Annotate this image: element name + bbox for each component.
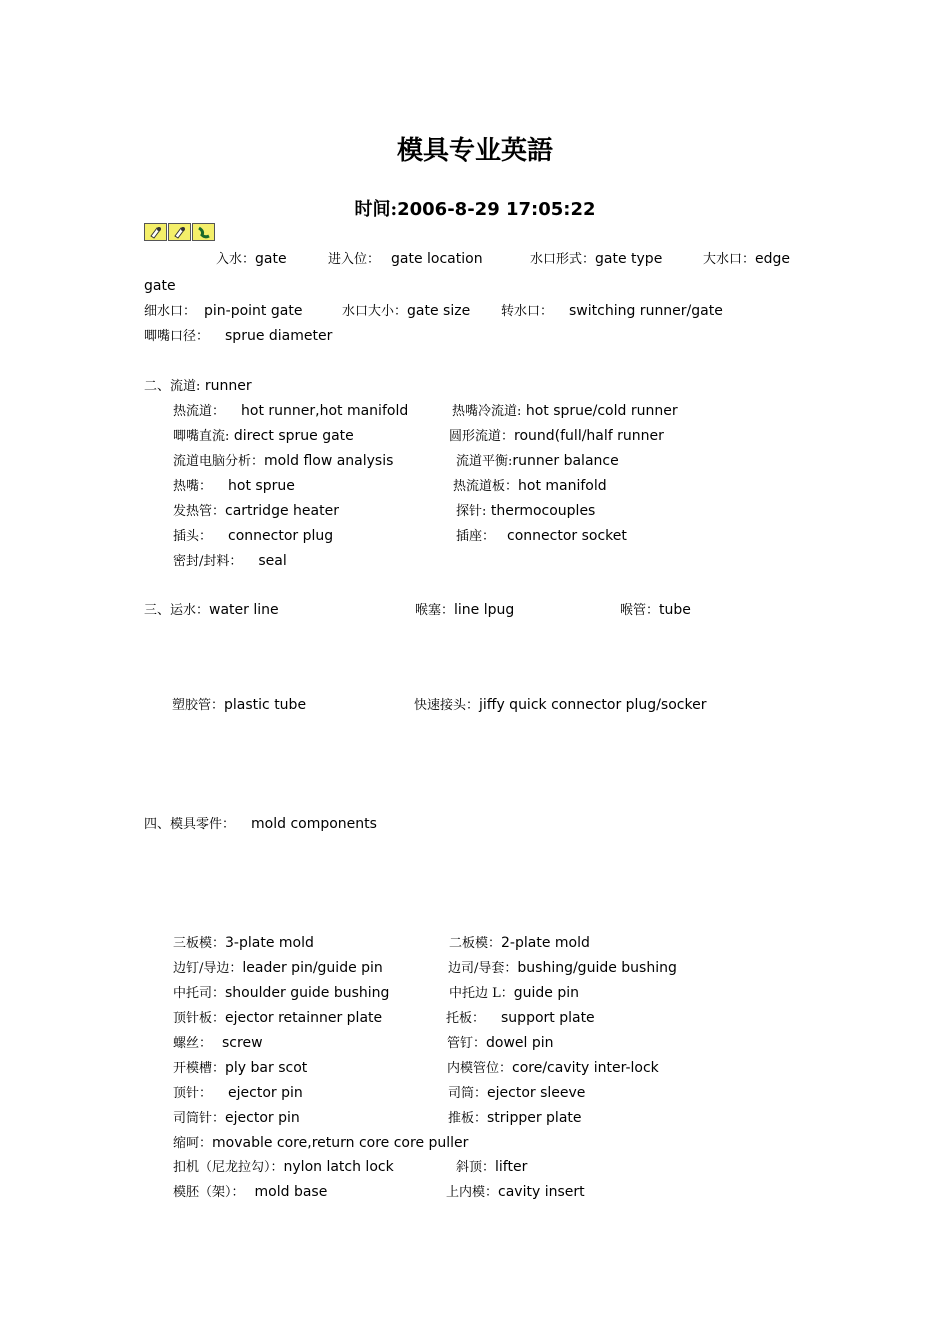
heading-en: runner — [200, 378, 252, 394]
s4-right-4 — [447, 1036, 554, 1050]
term-en: gate type — [595, 251, 663, 267]
s1-item-sprue-diameter — [144, 329, 332, 343]
s4-left-6 — [173, 1086, 303, 1100]
heading-cn: 三、运水： — [144, 603, 210, 618]
s2-right-5 — [456, 529, 627, 543]
term-cn: 三板模： — [173, 936, 226, 951]
s4-heading — [144, 817, 377, 831]
s1-item-gate-location — [328, 252, 483, 266]
rewind-icon[interactable] — [144, 223, 167, 241]
term-cn: 螺丝： — [173, 1036, 213, 1051]
s1-item-gate-type — [530, 252, 662, 266]
term-en: lifter — [495, 1159, 528, 1175]
term-en: tube — [659, 602, 691, 618]
term-en: movable core,return core core puller — [212, 1135, 469, 1151]
s3-item-line-plug — [415, 603, 514, 617]
term-en: leader pin/guide pin — [242, 960, 383, 976]
term-cn: 热流道： — [173, 404, 226, 419]
term-en: hot sprue/cold runner — [521, 403, 678, 419]
s1-item-switching — [501, 304, 723, 318]
term-cn: 中托边 L： — [449, 986, 514, 1001]
term-en: runner balance — [512, 453, 619, 469]
term-en: connector plug — [228, 528, 334, 544]
s2-left-6 — [173, 554, 287, 568]
term-cn: 司筒： — [448, 1086, 488, 1101]
term-cn: 流道平衡: — [456, 454, 513, 469]
s2-right-4 — [456, 504, 595, 518]
term-cn: 水口形式： — [530, 252, 596, 267]
term-cn: 上内模： — [446, 1185, 499, 1200]
term-en: 3-plate mold — [225, 935, 314, 951]
timestamp — [0, 201, 950, 219]
term-cn: 密封/封料： — [173, 554, 243, 569]
heading-cn: 四、模具零件： — [144, 817, 236, 832]
term-en: line lpug — [454, 602, 515, 618]
s3-item-quick-connector — [414, 698, 706, 712]
term-en: ejector retainner plate — [225, 1010, 383, 1026]
s3-heading — [144, 603, 279, 617]
term-cn: 发热管： — [173, 504, 226, 519]
term-en: direct sprue gate — [229, 428, 354, 444]
term-en: shoulder guide bushing — [225, 985, 390, 1001]
s4-right-0 — [449, 936, 590, 950]
term-cn: 插头： — [173, 529, 213, 544]
s2-left-1 — [173, 429, 354, 443]
s4-right-1 — [448, 961, 677, 975]
term-cn: 水口大小： — [342, 304, 408, 319]
play-icon[interactable] — [168, 223, 191, 241]
s2-left-2 — [173, 454, 393, 468]
term-cn: 推板： — [448, 1111, 488, 1126]
term-en: thermocouples — [486, 503, 596, 519]
term-cn: 扣机（尼龙拉勾）： — [173, 1160, 284, 1175]
term-en: dowel pin — [486, 1035, 554, 1051]
term-en: mold flow analysis — [264, 453, 394, 469]
term-en: 2-plate mold — [501, 935, 590, 951]
term-cn: 喉塞： — [415, 603, 455, 618]
term-cn: 探针: — [456, 504, 487, 519]
term-en: hot manifold — [518, 478, 607, 494]
term-en: ejector pin — [228, 1085, 303, 1101]
s1-wrap-text: gate — [144, 278, 176, 294]
term-en: sprue diameter — [225, 328, 333, 344]
term-en: edge — [755, 251, 791, 267]
term-cn: 司筒针： — [173, 1111, 226, 1126]
s3-item-tube — [620, 603, 691, 617]
s2-right-0 — [452, 404, 678, 418]
term-cn: 顶针板： — [173, 1011, 226, 1026]
s2-left-3 — [173, 479, 295, 493]
s4-right-10 — [446, 1185, 585, 1199]
heading-cn: 二、流道: — [144, 379, 201, 394]
s4-left-10 — [173, 1185, 327, 1199]
term-en: ejector pin — [225, 1110, 300, 1126]
page-title: 模具专业英語 — [396, 136, 553, 166]
s4-right-2 — [449, 986, 579, 1000]
s4-right-6 — [448, 1086, 585, 1100]
s2-left-5 — [173, 529, 333, 543]
heading-en: mold components — [251, 816, 377, 832]
s4-left-7 — [173, 1111, 300, 1125]
term-cn: 热流道板： — [453, 479, 519, 494]
term-cn: 托板： — [446, 1011, 486, 1026]
term-cn: 斜顶： — [456, 1160, 496, 1175]
s1-item-gate — [216, 252, 287, 266]
term-en: gate size — [407, 303, 471, 319]
s2-right-2 — [456, 454, 619, 468]
term-en: connector socket — [507, 528, 627, 544]
s4-left-1 — [173, 961, 383, 975]
s2-left-4 — [173, 504, 339, 518]
term-en: plastic tube — [224, 697, 307, 713]
term-cn: 入水： — [216, 252, 256, 267]
term-cn: 塑胶管： — [172, 698, 225, 713]
term-cn: 插座： — [456, 529, 496, 544]
s4-left-2 — [173, 986, 389, 1000]
link-icon[interactable] — [192, 223, 215, 241]
s2-left-0 — [173, 404, 408, 418]
term-cn: 顶针： — [173, 1086, 213, 1101]
term-en: nylon latch lock — [283, 1159, 394, 1175]
term-cn: 中托司： — [173, 986, 226, 1001]
term-cn: 边钉/导边： — [173, 961, 243, 976]
term-cn: 进入位： — [328, 252, 381, 267]
term-en: stripper plate — [487, 1110, 582, 1126]
term-en: gate location — [391, 251, 483, 267]
term-en: switching runner/gate — [569, 303, 723, 319]
term-en: guide pin — [513, 985, 580, 1001]
term-cn: 热嘴冷流道: — [452, 404, 522, 419]
s1-item-pin-point — [144, 304, 302, 318]
time-label: 时间: — [354, 199, 398, 220]
term-en: hot sprue — [228, 478, 295, 494]
term-en: mold base — [254, 1184, 328, 1200]
term-cn: 边司/导套： — [448, 961, 518, 976]
toolbar-icons — [144, 223, 216, 241]
term-en: ply bar scot — [225, 1060, 308, 1076]
s3-item-plastic-tube — [172, 698, 306, 712]
s4-right-7 — [448, 1111, 582, 1125]
term-cn: 大水口： — [703, 252, 756, 267]
s4-right-3 — [446, 1011, 595, 1025]
s1-item-gate-size — [342, 304, 470, 318]
term-cn: 快速接头： — [414, 698, 480, 713]
s2-right-1 — [449, 429, 664, 443]
term-en: core/cavity inter-lock — [512, 1060, 659, 1076]
s4-right-9 — [456, 1160, 527, 1174]
term-cn: 模胚（架）： — [173, 1185, 245, 1200]
time-value: 2006-8-29 17:05:22 — [397, 199, 596, 220]
term-en: gate — [255, 251, 287, 267]
term-cn: 细水口： — [144, 304, 197, 319]
term-en: support plate — [501, 1010, 595, 1026]
s4-left-5 — [173, 1061, 307, 1075]
term-en: cavity insert — [498, 1184, 585, 1200]
term-cn: 二板模： — [449, 936, 502, 951]
term-cn: 管钉： — [447, 1036, 487, 1051]
term-en: round(full/half runner — [514, 428, 664, 444]
term-cn: 内模管位： — [447, 1061, 513, 1076]
s1-item-edge-gate — [703, 252, 790, 266]
s4-right-5 — [447, 1061, 659, 1075]
term-en: hot runner,hot manifold — [241, 403, 409, 419]
term-en: screw — [222, 1035, 263, 1051]
term-en: cartridge heater — [225, 503, 339, 519]
term-cn: 唧嘴口径： — [144, 329, 210, 344]
s4-left-4 — [173, 1036, 263, 1050]
term-cn: 圆形流道： — [449, 429, 515, 444]
s4-left-8 — [173, 1136, 468, 1150]
term-cn: 流道电脑分析： — [173, 454, 265, 469]
term-cn: 开模槽： — [173, 1061, 226, 1076]
term-cn: 喉管： — [620, 603, 660, 618]
s2-right-3 — [453, 479, 607, 493]
s4-left-0 — [173, 936, 314, 950]
s2-heading — [144, 379, 252, 393]
s4-left-9 — [173, 1160, 394, 1174]
s4-left-3 — [173, 1011, 382, 1025]
term-en: ejector sleeve — [487, 1085, 586, 1101]
term-cn: 热嘴： — [173, 479, 213, 494]
term-en: jiffy quick connector plug/socker — [479, 697, 707, 713]
term-cn: 缩呵： — [173, 1136, 213, 1151]
term-en: pin-point gate — [204, 303, 303, 319]
heading-en: water line — [209, 602, 279, 618]
term-cn: 转水口： — [501, 304, 554, 319]
term-cn: 唧嘴直流: — [173, 429, 230, 444]
term-en: bushing/guide bushing — [517, 960, 677, 976]
term-en: seal — [258, 553, 287, 569]
